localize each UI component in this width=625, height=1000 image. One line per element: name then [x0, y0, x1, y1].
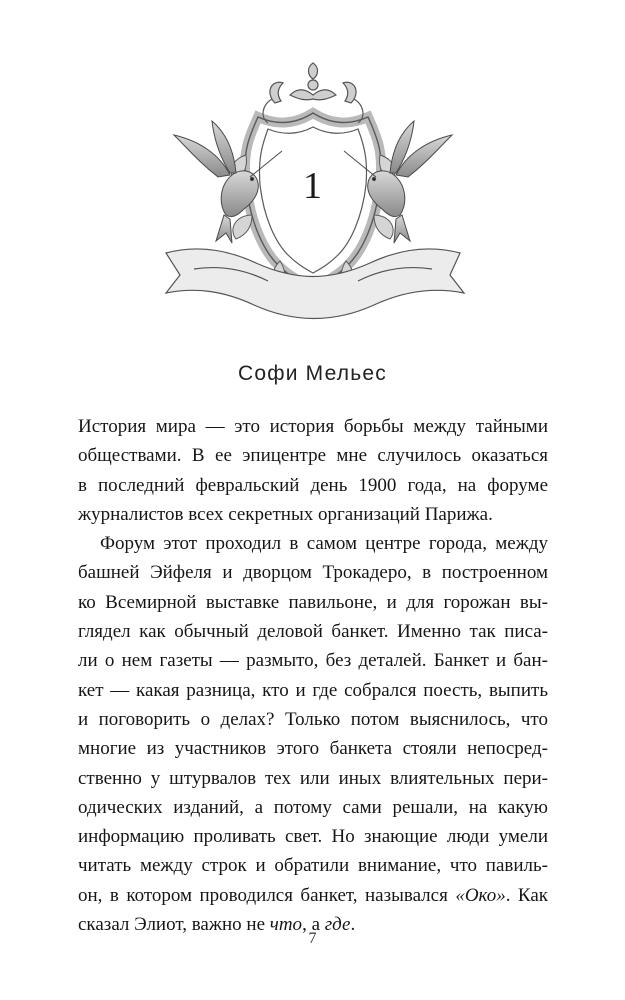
italic-text: где — [324, 914, 351, 936]
italic-text: что — [269, 914, 303, 936]
text-line: обществами. В ее эпицентре мне случилось оказаться — [78, 445, 548, 467]
text-line: информацию проливать свет. Но знающие люди умели — [78, 826, 548, 848]
text-line: ственно у штурвалов тех или иных влиятельных пери- — [78, 767, 548, 789]
chapter-title: Софи Мельес — [238, 362, 387, 385]
italic-text: «Око» — [455, 884, 506, 906]
text-line: многие из участников этого банкета стояли непосред- — [78, 738, 548, 760]
text-line: в последний февральский день 1900 года, на форуме — [78, 474, 548, 496]
text-line: История мира — это история борьбы между тайными — [78, 416, 548, 437]
text-segment: он, в котором проводился банкет, назывался — [78, 884, 456, 906]
text-line: Форум этот проходил в самом центре города, между — [100, 533, 548, 555]
text-line: журналистов всех секретных организаций Парижа. — [78, 503, 493, 525]
text-line: кет — какая разница, кто и где собрался поесть, выпить — [78, 679, 548, 701]
text-line: ко Всемирной выставке павильоне, и для горожан вы- — [78, 591, 548, 613]
text-line — [78, 881, 548, 910]
text-line: ли о нем газеты — размыто, без деталей. Банкет и бан- — [78, 650, 548, 672]
text-segment: , а — [302, 914, 325, 936]
text-segment: . Как — [505, 884, 549, 906]
chapter-body — [78, 412, 548, 939]
text-line: башней Эйфеля и дворцом Трокадеро, в построенном — [78, 562, 548, 584]
text-segment: . — [350, 914, 356, 936]
paragraph-2 — [78, 529, 548, 939]
text-line: читать между строк и обратили внимание, что павиль- — [78, 855, 548, 877]
chapter-number: 1 — [303, 165, 322, 207]
text-segment: сказал Элиот, важно не — [78, 914, 270, 936]
text-line: одических изданий, а потому сами решали, на какую — [78, 796, 548, 818]
paragraph-1 — [78, 412, 548, 529]
text-line: и поговорить о делах? Только потом выяснилось, что — [78, 708, 548, 730]
page-number: 7 — [308, 930, 317, 947]
text-line: глядел как обычный деловой банкет. Именно так писа- — [78, 621, 548, 643]
